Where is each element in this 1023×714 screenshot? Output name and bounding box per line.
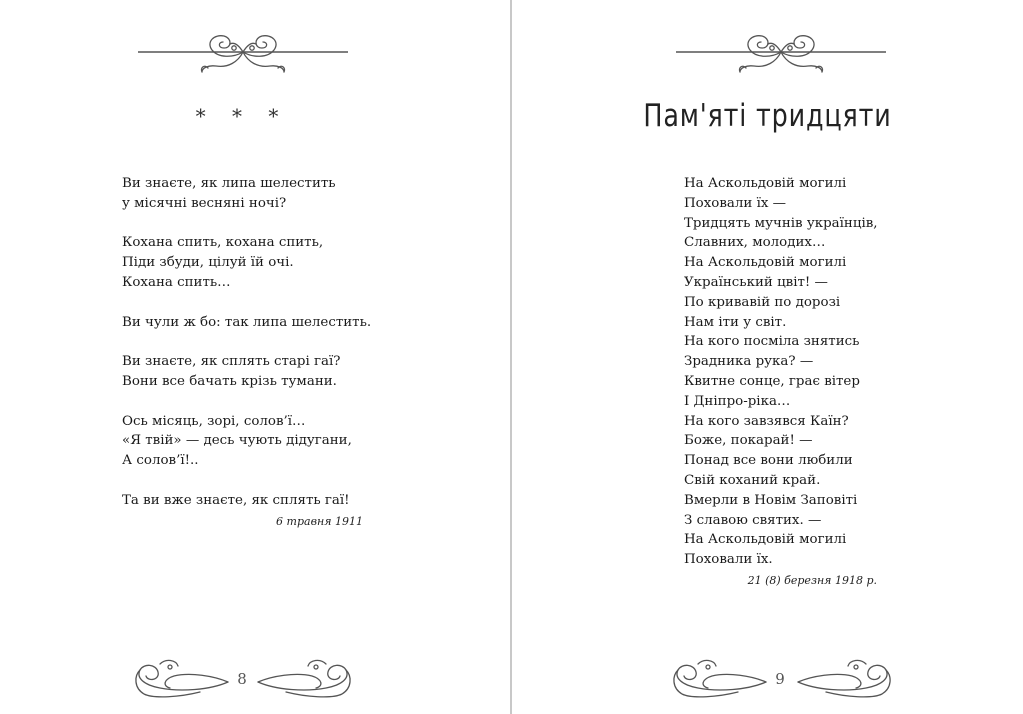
poem-line: На Аскольдовій могилі (684, 532, 847, 548)
poem-date: 6 травня 1911 (276, 515, 363, 528)
top-flourish-ornament (676, 28, 886, 76)
bottom-left-flourish-ornament (130, 650, 230, 700)
bottom-right-flourish-ornament (796, 650, 896, 700)
poem-line: Поховали їх. (684, 552, 773, 568)
poem-line: у місячні весняні ночі? (122, 195, 287, 211)
poem-line: І Дніпро-ріка… (684, 393, 791, 409)
poem-line: На Аскольдовій могилі (684, 176, 847, 191)
poem-line: Вмерли в Новім Заповіті (684, 492, 858, 508)
right-page (512, 0, 1023, 714)
poem-line: Та ви вже знаєте, як сплять гаї! (122, 492, 350, 508)
poem-line: Поховали їх — (684, 195, 787, 211)
stanza-break (122, 214, 371, 234)
poem-date: 21 (8) березня 1918 р. (747, 574, 877, 587)
poem-line: Ви знаєте, як липа шелестить (122, 176, 336, 191)
poem-text (122, 174, 371, 511)
poem-line: Квитне сонце, грає вітер (684, 373, 860, 389)
poem-line: Понад все вони любили (684, 453, 853, 469)
poem-line: Славних, молодих… (684, 235, 826, 251)
poem-line: На Аскольдовій могилі (684, 255, 847, 271)
poem-line: На кого завзявся Каїн? (684, 413, 849, 429)
poem-line: Зрадника рука? — (684, 354, 814, 370)
poem-line: Український цвіт! — (684, 274, 828, 290)
section-separator: * * * (195, 104, 289, 128)
poem-line: З славою святих. — (684, 512, 822, 528)
stanza-break (122, 392, 371, 412)
poem-line: Ось місяць, зорі, солов’ї… (122, 413, 306, 429)
poem-line: На кого посміла знятись (684, 334, 860, 350)
poem-text (684, 174, 878, 570)
poem-line: А солов’ї!.. (122, 453, 199, 469)
poem-title: Пам'яті тридцяти (643, 98, 892, 134)
poem-line: Піди збуди, цілуй їй очі. (122, 255, 294, 271)
poem-line: Вони все бачать крізь тумани. (122, 373, 337, 389)
poem-line: «Я твій» — десь чують дідугани, (122, 433, 352, 449)
page-number: 9 (775, 670, 785, 688)
poem-line: Боже, покарай! — (684, 433, 813, 449)
poem-line: Кохана спить, кохана спить, (122, 235, 324, 251)
bottom-right-flourish-ornament (256, 650, 356, 700)
poem-line: Ви чули ж бо: так липа шелестить. (122, 314, 372, 330)
top-flourish-ornament (138, 28, 348, 76)
stanza-break (122, 471, 371, 491)
page-number: 8 (237, 670, 247, 688)
left-page (0, 0, 510, 714)
poem-line: Ви знаєте, як сплять старі гаї? (122, 354, 341, 370)
stanza-break (122, 332, 371, 352)
stanza-break (122, 293, 371, 313)
bottom-left-flourish-ornament (668, 650, 768, 700)
poem-line: Кохана спить… (122, 274, 231, 290)
poem-line: Тридцять мучнів українців, (684, 215, 878, 231)
poem-line: Свій коханий край. (684, 472, 821, 488)
poem-line: Нам іти у світ. (684, 314, 787, 330)
poem-line: По кривавій по дорозі (684, 294, 841, 310)
